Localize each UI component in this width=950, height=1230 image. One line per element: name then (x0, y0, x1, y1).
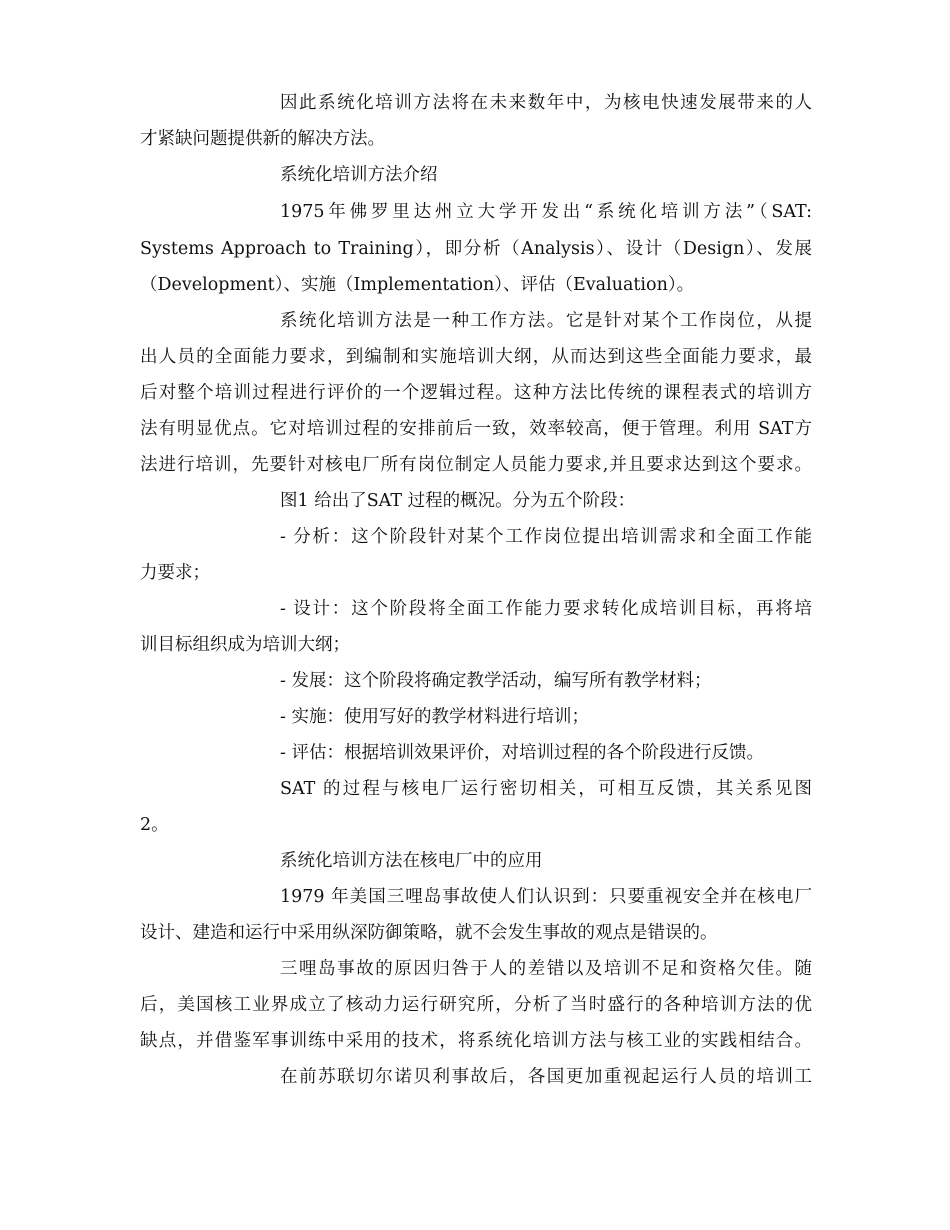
text-line: 后对整个培训过程进行评价的一个逻辑过程。这种方法比传统的课程表式的培训方 (140, 383, 812, 403)
list-item: - 实施：使用写好的教学材料进行培训； (280, 707, 589, 727)
text-line: 三哩岛事故的原因归咎于人的差错以及培训不足和资格欠佳。随 (280, 959, 812, 979)
list-item: - 分析：这个阶段针对某个工作岗位提出培训需求和全面工作能 (280, 527, 812, 547)
text-line: SAT 的过程与核电厂运行密切相关，可相互反馈，其关系见图 (280, 779, 812, 799)
section-heading: 系统化培训方法介绍 (280, 165, 438, 185)
text-line: 后，美国核工业界成立了核动力运行研究所，分析了当时盛行的各种培训方法的优 (140, 995, 812, 1015)
text-line: 系统化培训方法是一种工作方法。它是针对某个工作岗位，从提 (280, 311, 812, 331)
list-item: - 发展：这个阶段将确定教学活动，编写所有教学材料； (280, 671, 712, 691)
text-line: 法有明显优点。它对培训过程的安排前后一致，效率较高，便于管理。利用 SAT方 (140, 419, 812, 439)
text-line: 训目标组织成为培训大纲； (140, 635, 350, 655)
section-heading: 系统化培训方法在核电厂中的应用 (280, 851, 543, 871)
text-line: （Development）、实施（Implementation）、评估（Evaluation）。 (140, 275, 695, 295)
text-line: Systems Approach to Training），即分析（Analysis）、设计（Design）、发展 (140, 239, 812, 259)
text-line: 1979 年美国三哩岛事故使人们认识到：只要重视安全并在核电厂 (280, 887, 812, 907)
text-line: 出人员的全面能力要求，到编制和实施培训大纲，从而达到这些全面能力要求，最 (140, 347, 812, 367)
text-line: 才紧缺问题提供新的解决方法。 (140, 129, 385, 149)
text-line: 因此系统化培训方法将在未来数年中，为核电快速发展带来的人 (280, 93, 812, 113)
text-line: 法进行培训，先要针对核电厂所有岗位制定人员能力要求,并且要求达到这个要求。 (140, 455, 812, 475)
text-line: 在前苏联切尔诺贝利事故后，各国更加重视起运行人员的培训工 (280, 1067, 812, 1087)
list-item: - 设计：这个阶段将全面工作能力要求转化成培训目标，再将培 (280, 599, 812, 619)
text-line: 1975年佛罗里达州立大学开发出“系统化培训方法”（SAT: (280, 202, 812, 222)
text-line: 力要求； (140, 563, 210, 583)
list-item: - 评估：根据培训效果评价，对培训过程的各个阶段进行反馈。 (280, 743, 764, 763)
text-line: 图1 给出了SAT 过程的概况。分为五个阶段： (280, 491, 636, 511)
text-line: 缺点，并借鉴军事训练中采用的技术，将系统化培训方法与核工业的实践相结合。 (140, 1031, 812, 1051)
text-line: 设计、建造和运行中采用纵深防御策略，就不会发生事故的观点是错误的。 (140, 923, 718, 943)
text-line: 2。 (140, 815, 169, 835)
